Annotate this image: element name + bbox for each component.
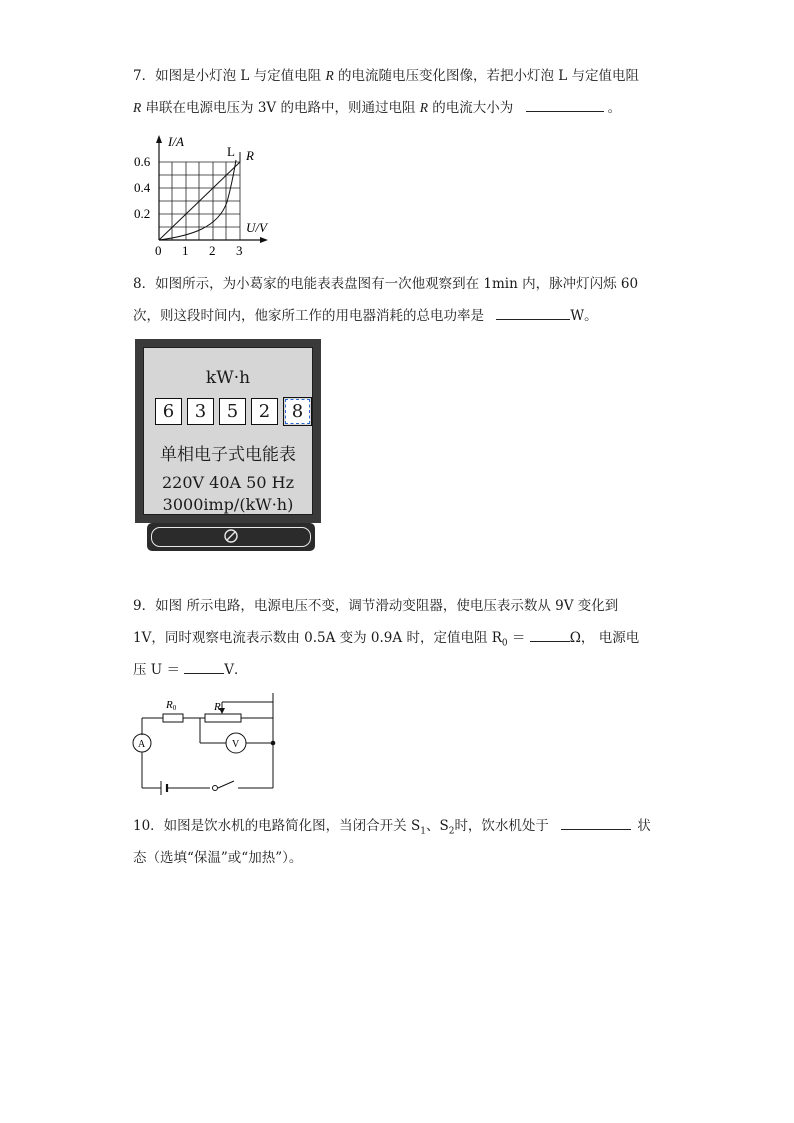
q9-switch-pivot [213, 786, 218, 791]
q9-label-r0: R0 [166, 699, 177, 712]
q9-junction [271, 741, 276, 746]
screw-icon [224, 529, 238, 543]
q7-answer-blank[interactable] [526, 97, 604, 112]
q8-line2: 次，则这段时间内，他家所工作的用电器消耗的总电功率是 W。 [133, 300, 598, 332]
q9-rheostat-r [205, 714, 241, 722]
q7-xlabel: U/V [246, 220, 267, 235]
q7-label-L: L [227, 144, 235, 159]
q7-xtick-1: 1 [182, 243, 189, 258]
q9-label-v: V [232, 739, 240, 750]
meter-constant: 3000imp/(kW·h) [162, 495, 294, 514]
meter-digits [155, 398, 310, 425]
meter-rating: 220V 40A 50 Hz [161, 473, 294, 492]
q7-ytick-04: 0.4 [134, 180, 151, 195]
meter-digit: 3 [187, 398, 214, 425]
q9-label-r: R [214, 701, 221, 713]
q7-xtick-3: 3 [236, 243, 243, 258]
q9-resistor-r0 [163, 714, 183, 722]
meter-digit: 2 [251, 398, 278, 425]
meter-face [143, 347, 313, 515]
q9-line3: 压 U ＝ V． [133, 654, 248, 686]
q9-answer-blank-u[interactable] [184, 659, 224, 674]
q7-line2: R 串联在电源电压为 3V 的电路中，则通过电阻 R 的电流大小为 。 [133, 92, 621, 124]
q7-y-arrow [156, 135, 162, 143]
q9-label-a: A [138, 739, 146, 750]
meter-name: 单相电子式电能表 [160, 445, 296, 465]
q9-answer-blank-r0[interactable] [530, 627, 570, 642]
q7-line1: 7．如图是小灯泡 L 与定值电阻 R 的电流随电压变化图像，若把小灯泡 L 与定值电阻 [133, 68, 640, 84]
q10-line1: 10．如图是饮水机的电路简化图，当闭合开关 $S_1$、$S_2$时，饮水机处于 状 [133, 810, 651, 848]
q7-curve-L [159, 160, 236, 240]
meter-base [147, 523, 315, 551]
meter-unit: kW·h [205, 368, 251, 388]
meter-digit: 6 [155, 398, 182, 425]
q7-ylabel: I/A [168, 134, 184, 149]
q10-answer-blank[interactable] [561, 815, 631, 830]
q7-iu-graph [130, 132, 280, 260]
q9-circuit [130, 688, 280, 803]
meter-digit-decimal: 8 [285, 399, 310, 424]
q9-line2: 1V，同时观察电流表示数由 0.5A 变为 0.9A 时，定值电阻 $R_0 = \Omega$， 电源电 [133, 622, 639, 660]
q7-ytick-02: 0.2 [134, 206, 151, 221]
q9-line1: 9．如图 所示电路，电源电压不变，调节滑动变阻器，使电压表示数从 9V 变化到 [133, 598, 619, 614]
q7-xtick-0: 0 [155, 243, 162, 258]
q7-ytick-06: 0.6 [134, 154, 151, 169]
q7-label-R: R [246, 148, 254, 163]
q10-line2: 态（选填“保温”或“加热”）。 [133, 850, 303, 866]
q7-xtick-2: 2 [209, 243, 216, 258]
q7-x-arrow [260, 237, 268, 243]
meter-digit: 5 [219, 398, 246, 425]
q8-line1: 8．如图所示，为小葛家的电能表表盘图有一次他观察到在 1min 内，脉冲灯闪烁 60 [133, 276, 639, 292]
energy-meter [135, 339, 321, 523]
q8-answer-blank[interactable] [496, 305, 570, 320]
